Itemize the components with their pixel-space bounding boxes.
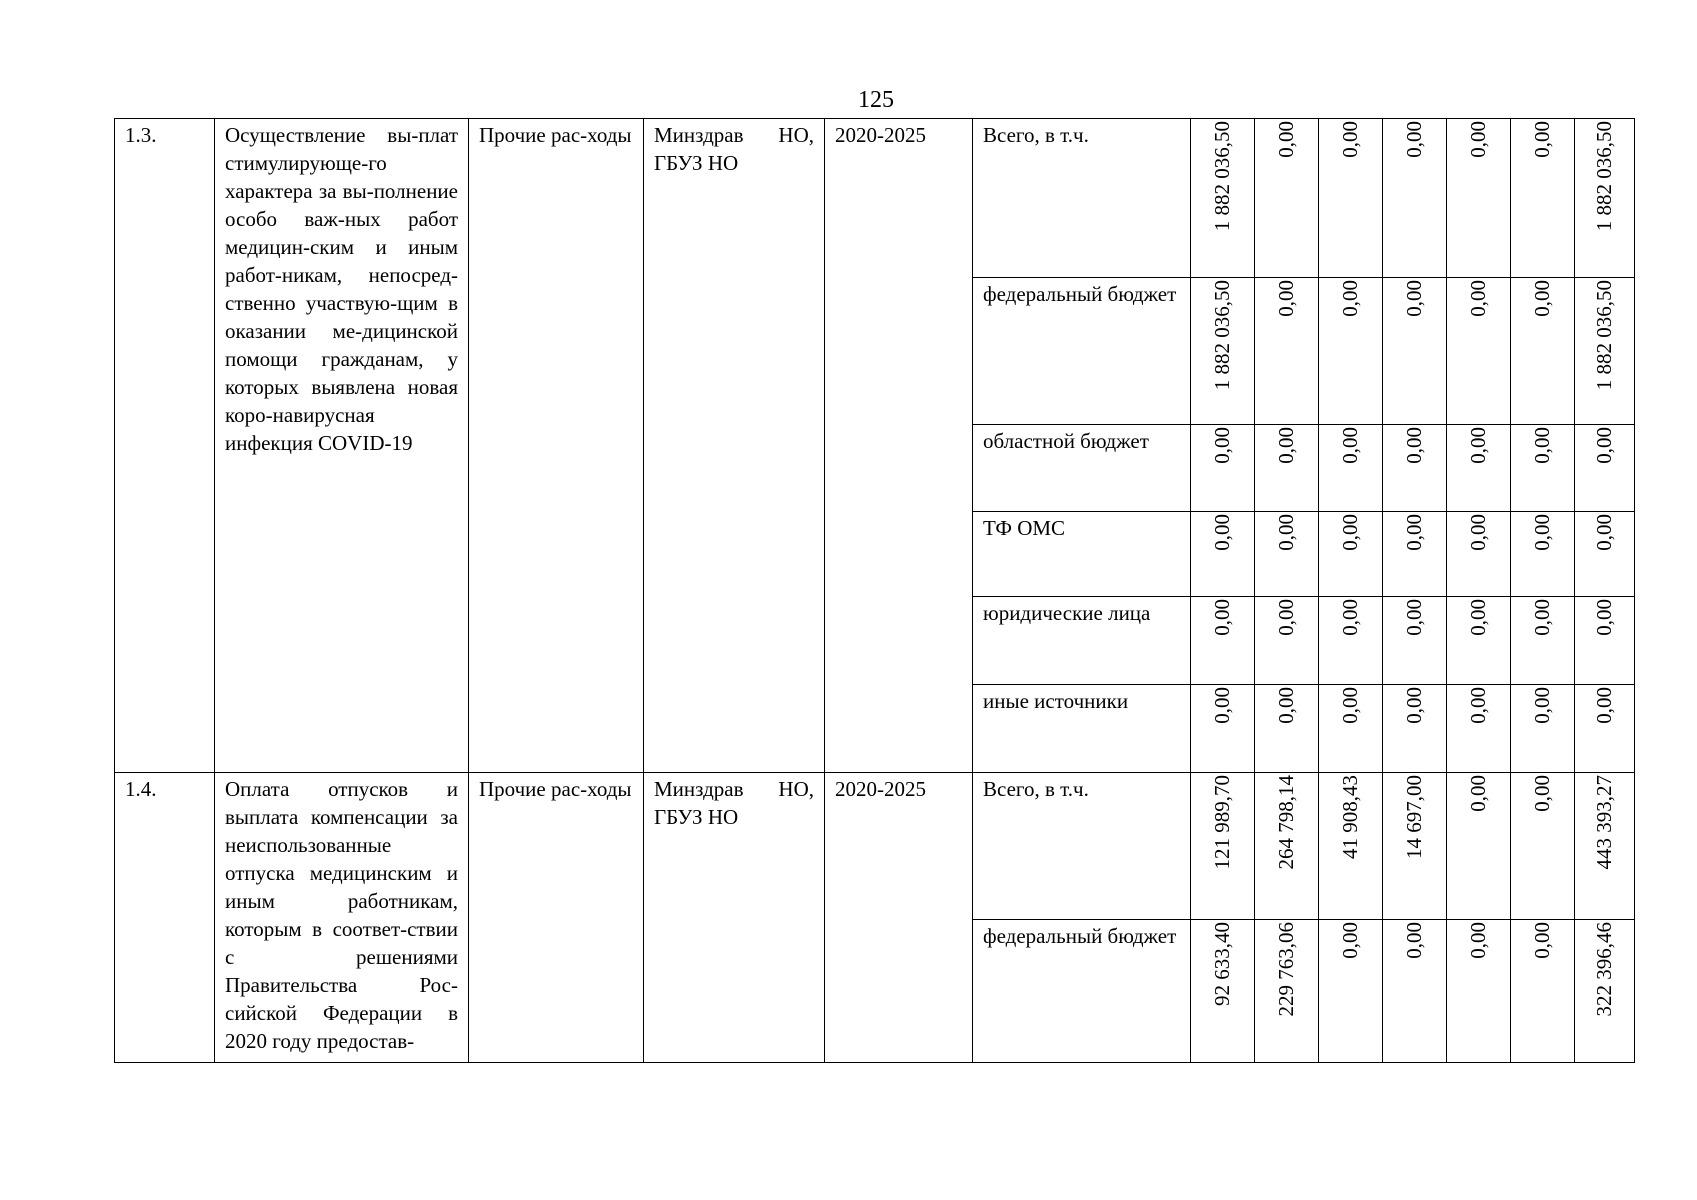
value-cell: 0,00: [1191, 685, 1255, 773]
value-cell: 0,00: [1255, 425, 1319, 512]
value-cell-total: 443 393,27: [1575, 773, 1635, 920]
value-cell: 0,00: [1447, 685, 1511, 773]
value-cell: 0,00: [1383, 512, 1447, 597]
value-cell: 0,00: [1511, 685, 1575, 773]
expense-type: Прочие рас-ходы: [469, 773, 644, 1063]
funding-source: ТФ ОМС: [973, 512, 1191, 597]
value-cell: 1 882 036,50: [1191, 278, 1255, 425]
value-cell: 0,00: [1511, 773, 1575, 920]
executor: Минздрав НО, ГБУЗ НО: [644, 773, 825, 1063]
value-cell: 0,00: [1511, 597, 1575, 685]
value-cell: 0,00: [1319, 597, 1383, 685]
value-cell: 0,00: [1191, 512, 1255, 597]
value-cell-total: 0,00: [1575, 685, 1635, 773]
row-number: 1.3.: [115, 119, 215, 773]
value-cell: 0,00: [1255, 685, 1319, 773]
value-cell: 0,00: [1383, 685, 1447, 773]
value-cell-total: 0,00: [1575, 597, 1635, 685]
funding-source: федеральный бюджет: [973, 278, 1191, 425]
value-cell: 0,00: [1319, 119, 1383, 278]
value-cell: 0,00: [1447, 512, 1511, 597]
funding-source: юридические лица: [973, 597, 1191, 685]
value-cell-total: 1 882 036,50: [1575, 119, 1635, 278]
value-cell: 0,00: [1255, 278, 1319, 425]
value-cell: 0,00: [1511, 119, 1575, 278]
value-cell: 0,00: [1191, 597, 1255, 685]
page-number: 125: [858, 87, 894, 113]
value-cell: 0,00: [1447, 119, 1511, 278]
row-description: Оплата отпусков и выплата компенсации за неиспользованные отпуска медицинским и иным работникам, которым в соответ-ствии с решениями Правительства Рос-сийской Федерации в 2020 году предостав-: [215, 773, 469, 1063]
value-cell: 0,00: [1447, 278, 1511, 425]
value-cell: 0,00: [1319, 512, 1383, 597]
table-row: [115, 773, 1635, 920]
value-cell: 0,00: [1319, 278, 1383, 425]
value-cell: 0,00: [1511, 920, 1575, 1063]
value-cell-total: 0,00: [1575, 425, 1635, 512]
value-cell: 0,00: [1319, 425, 1383, 512]
value-cell: 0,00: [1383, 597, 1447, 685]
value-cell: 0,00: [1383, 278, 1447, 425]
value-cell: 0,00: [1383, 119, 1447, 278]
value-cell: 0,00: [1511, 425, 1575, 512]
value-cell: 0,00: [1319, 685, 1383, 773]
executor: Минздрав НО, ГБУЗ НО: [644, 119, 825, 773]
value-cell: 0,00: [1447, 920, 1511, 1063]
value-cell-total: 322 396,46: [1575, 920, 1635, 1063]
value-cell: 121 989,70: [1191, 773, 1255, 920]
row-number: 1.4.: [115, 773, 215, 1063]
funding-source: иные источники: [973, 685, 1191, 773]
expense-type: Прочие рас-ходы: [469, 119, 644, 773]
row-description: Осуществление вы-плат стимулирующе-го характера за вы-полнение особо важ-ных работ медицин-ским и иным работ-никам, непосред-ственно участвую-щим в оказании ме-дицинской помощи гражданам, у которых выявлена новая коро-навирусная инфекция COVID-19: [215, 119, 469, 773]
value-cell: 0,00: [1255, 512, 1319, 597]
value-cell: 92 633,40: [1191, 920, 1255, 1063]
value-cell: 41 908,43: [1319, 773, 1383, 920]
period: 2020-2025: [825, 119, 973, 773]
table-row: [115, 119, 1635, 278]
value-cell: 1 882 036,50: [1191, 119, 1255, 278]
value-cell: 0,00: [1191, 425, 1255, 512]
funding-source: областной бюджет: [973, 425, 1191, 512]
budget-table: [114, 118, 1635, 1063]
funding-source: Всего, в т.ч.: [973, 119, 1191, 278]
value-cell: 229 763,06: [1255, 920, 1319, 1063]
value-cell: 0,00: [1447, 773, 1511, 920]
value-cell: 14 697,00: [1383, 773, 1447, 920]
funding-source: Всего, в т.ч.: [973, 773, 1191, 920]
value-cell: 0,00: [1383, 425, 1447, 512]
value-cell: 264 798,14: [1255, 773, 1319, 920]
value-cell-total: 1 882 036,50: [1575, 278, 1635, 425]
value-cell: 0,00: [1447, 425, 1511, 512]
funding-source: федеральный бюджет: [973, 920, 1191, 1063]
value-cell: 0,00: [1255, 597, 1319, 685]
value-cell-total: 0,00: [1575, 512, 1635, 597]
value-cell: 0,00: [1255, 119, 1319, 278]
period: 2020-2025: [825, 773, 973, 1063]
value-cell: 0,00: [1447, 597, 1511, 685]
value-cell: 0,00: [1511, 278, 1575, 425]
value-cell: 0,00: [1511, 512, 1575, 597]
value-cell: 0,00: [1319, 920, 1383, 1063]
value-cell: 0,00: [1383, 920, 1447, 1063]
